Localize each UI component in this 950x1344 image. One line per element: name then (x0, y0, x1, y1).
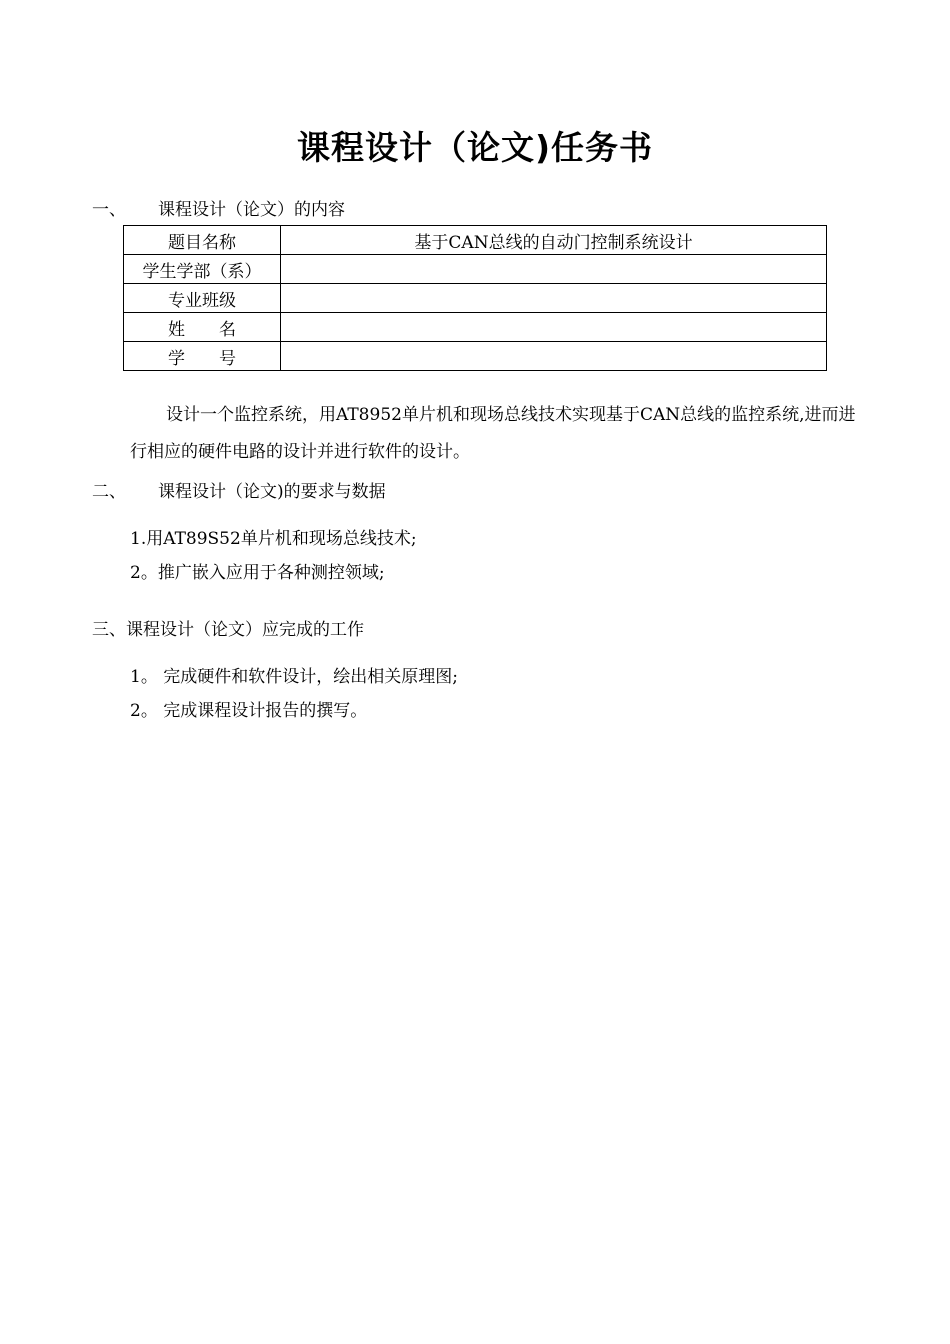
document-title: 课程设计（论文)任务书 (296, 128, 654, 167)
info-table (123, 225, 827, 371)
section-1-paragraph: 设计一个监控系统，用AT8952单片机和现场总线技术实现基于CAN总线的监控系统,进而进行相应的硬件电路的设计并进行软件的设计。 (130, 405, 856, 462)
table-value-topic: 基于CAN总线的自动门控制系统设计 (281, 226, 827, 255)
table-label-class: 专业班级 (124, 284, 281, 313)
table-row (124, 255, 827, 284)
section-2-title: 课程设计（论文)的要求与数据 (158, 482, 386, 502)
list-item: 1.用AT89S52单片机和现场总线技术; (130, 529, 417, 549)
table-label-topic: 题目名称 (124, 226, 281, 255)
table-value-name (281, 313, 827, 342)
table-value-student-id (281, 342, 827, 371)
section-1-title: 课程设计（论文）的内容 (158, 200, 345, 220)
section-3-heading: 三、课程设计（论文）应完成的工作 (92, 620, 364, 640)
table-value-class (281, 284, 827, 313)
section-1-heading (92, 195, 345, 220)
section-2-heading (92, 477, 386, 502)
table-row (124, 226, 827, 255)
table-label-student-id: 学 号 (124, 342, 281, 371)
section-2-number: 二、 (92, 482, 126, 502)
table-value-department (281, 255, 827, 284)
table-row (124, 313, 827, 342)
list-item: 2。 完成课程设计报告的撰写。 (130, 701, 368, 721)
table-row (124, 284, 827, 313)
section-1-number: 一、 (92, 200, 126, 220)
table-label-name: 姓 名 (124, 313, 281, 342)
list-item: 1。 完成硬件和软件设计，绘出相关原理图; (130, 667, 458, 687)
list-item: 2。推广嵌入应用于各种测控领域; (130, 563, 385, 583)
table-label-department: 学生学部（系） (124, 255, 281, 284)
table-row (124, 342, 827, 371)
